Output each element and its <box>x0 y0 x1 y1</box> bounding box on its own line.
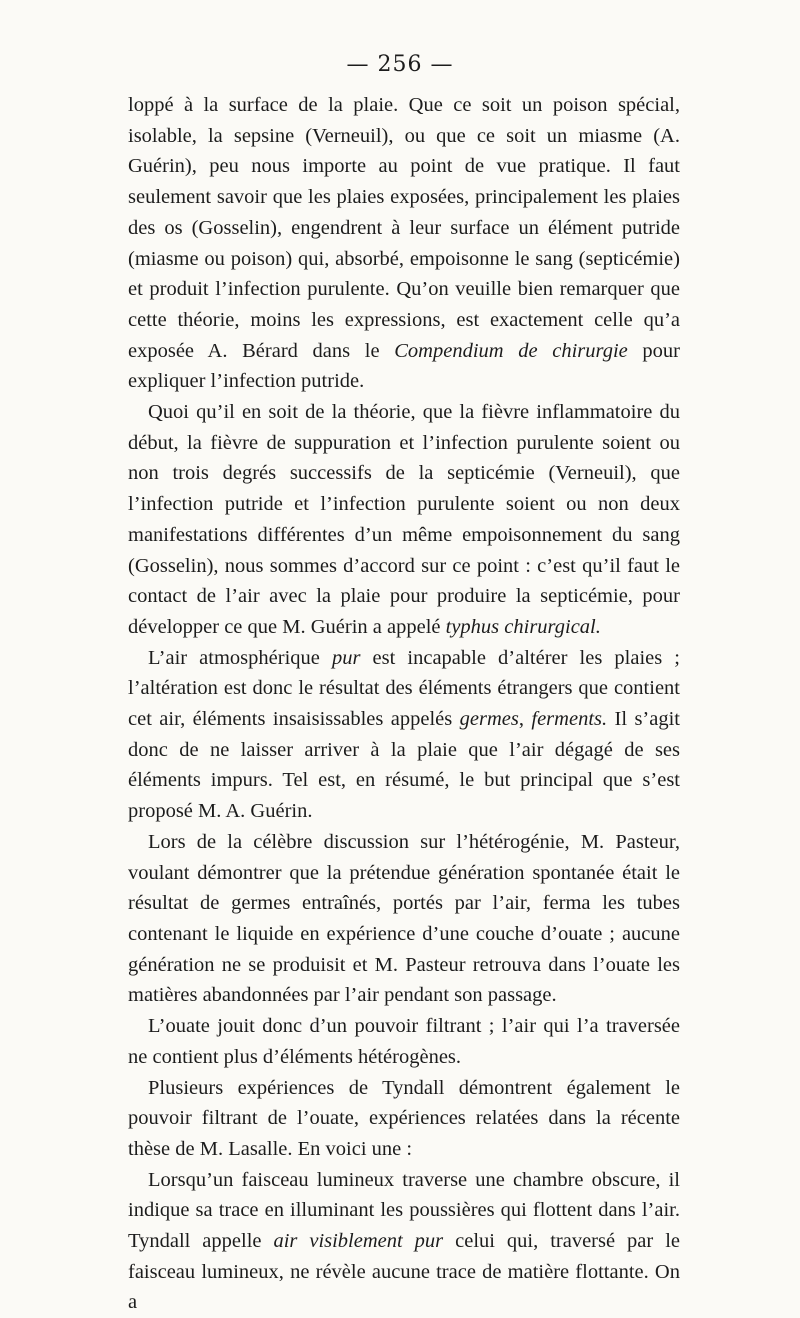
text-run: L’air atmosphérique <box>148 646 332 669</box>
paragraph <box>128 643 680 827</box>
italic-term: pur <box>331 646 361 669</box>
italic-term: germes <box>459 708 519 731</box>
text-run: pour expliquer l’infection putride. <box>128 339 681 393</box>
text-run: celui qui, traversé par le faisceau lumineux, ne révèle aucune trace de matière flottante. On a <box>128 1230 680 1314</box>
paragraph <box>128 397 680 643</box>
paragraph <box>128 1165 680 1318</box>
italic-term: typhus chirurgical. <box>445 615 601 638</box>
paragraph <box>128 1073 680 1165</box>
italic-term: air visiblement pur <box>273 1230 444 1253</box>
paragraph <box>128 90 680 397</box>
page-number: — 256 — <box>346 52 454 77</box>
text-run: , <box>518 708 532 731</box>
text-run: est incapable d’altérer les plaies ; l’altération est donc le résultat des éléments étrangers que contient cet air, éléments insaisissables appelés <box>128 646 681 731</box>
text-run: Lors de la célèbre discussion sur l’hétérogénie, M. Pasteur, voulant démontrer que la prétendue génération spontanée était le résultat de germes entraînés, portés par l’air, ferma les tubes contenant le liquide en expérience d’une couche d’ouate ; aucune génération ne se produisit et M. Pasteur retrouva dans l’ouate les matières abandonnées par l’air pendant son passage. <box>128 830 680 1007</box>
text-run: L’ouate jouit donc d’un pouvoir filtrant ; l’air qui l’a traversée ne contient plus d’éléments hétérogènes. <box>128 1015 680 1068</box>
italic-term: ferments. <box>531 708 608 731</box>
body-text <box>128 90 680 1318</box>
paragraph <box>128 827 680 1011</box>
text-run: loppé à la surface de la plaie. Que ce soit un poison spécial, isolable, la sepsine (Verneuil), ou que ce soit un miasme (A. Guérin), peu nous importe au point de vue pratique. Il faut seulement savoir que les plaies exposées, principalement les plaies des os (Gosselin), engendrent à leur surface un élément putride (miasme ou poison) qui, absorbé, empoisonne le sang (septicémie) et produit l’infection purulente. Qu’on veuille bien remarquer que cette théorie, moins les expressions, est exactement celle qu’a exposée A. Bérard dans le <box>128 94 680 362</box>
text-run: Lorsqu’un faisceau lumineux traverse une chambre obscure, il indique sa trace en illuminant les poussières qui flottent dans l’air. Tyndall appelle <box>128 1168 680 1253</box>
text-run: Plusieurs expériences de Tyndall démontrent également le pouvoir filtrant de l’ouate, expériences relatées dans la récente thèse de M. Lasalle. En voici une : <box>128 1076 680 1160</box>
text-run: Quoi qu’il en soit de la théorie, que la fièvre inflammatoire du début, la fièvre de suppuration et l’infection purulente soient ou non trois degrés successifs de la septicémie (Verneuil), que l’infection putride et l’infection purulente soient ou non deux manifestations différentes d’un même empoisonnement du sang (Gosselin), nous sommes d’accord sur ce point : c’est qu’il faut le contact de l’air avec la plaie pour produire la septicémie, pour développer ce que M. Guérin a appelé <box>128 401 680 638</box>
text-run: Il s’agit donc de ne laisser arriver à la plaie que l’air dégagé de ses éléments impurs. Tel est, en résumé, le but principal que s’est proposé M. A. Guérin. <box>128 708 680 823</box>
italic-title: Compendium de chirurgie <box>394 339 628 362</box>
paragraph <box>128 1011 680 1072</box>
